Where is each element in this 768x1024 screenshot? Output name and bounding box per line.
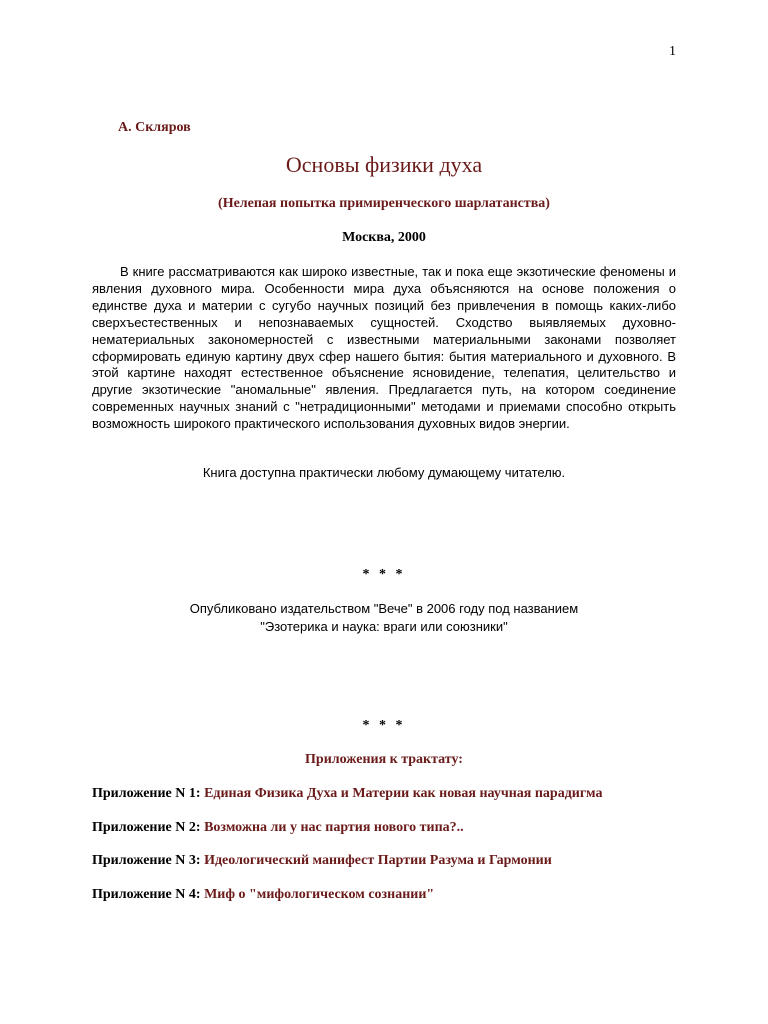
appendices-heading: Приложения к трактату:: [305, 752, 463, 767]
publication-note: [0, 600, 768, 636]
appendix-item-3: [92, 853, 552, 869]
appendix-link-1[interactable]: Единая Физика Духа и Материи как новая научная парадигма: [204, 786, 603, 801]
appendix-link-3[interactable]: Идеологический манифест Партии Разума и Гармонии: [204, 853, 552, 868]
appendix-link-4[interactable]: Миф о "мифологическом сознании": [204, 887, 435, 902]
document-subtitle: (Нелепая попытка примиренческого шарлатанства): [218, 196, 550, 211]
appendix-label: Приложение N 1:: [92, 786, 201, 801]
appendix-label: Приложение N 2:: [92, 820, 201, 835]
appendix-link-2[interactable]: Возможна ли у нас партия нового типа?..: [204, 820, 464, 835]
appendix-item-4: [92, 887, 434, 903]
audience-note: Книга доступна практически любому думающему читателю.: [202, 465, 566, 480]
publication-line-2: "Эзотерика и наука: враги или союзники": [260, 619, 508, 634]
appendix-item-2: [92, 820, 464, 836]
appendix-label: Приложение N 3:: [92, 853, 201, 868]
appendix-item-1: [92, 786, 602, 802]
publication-line-1: Опубликовано издательством "Вече" в 2006 году под названием: [189, 601, 579, 616]
section-separator: * * *: [362, 718, 406, 733]
page-number: 1: [669, 44, 676, 59]
document-title: Основы физики духа: [285, 152, 483, 177]
author-name: А. Скляров: [118, 120, 191, 135]
section-separator: * * *: [362, 567, 406, 582]
appendix-label: Приложение N 4:: [92, 887, 201, 902]
abstract-paragraph: В книге рассматриваются как широко известные, так и пока еще экзотические феномены и явления духовного мира. Особенности мира духа объясняются на основе положения о единстве духа и материи с сугубо научных позиций без привлечения в помощь каких-либо сверхъестественных и непознаваемых сущностей. Сходство выявляемых духовно-нематериальных закономерностей с известными материальными законами позволяет сформировать единую картину двух сфер нашего бытия: бытия материального и духовного. В этой картине находят естественное объяснение ясновидение, телепатия, целительство и другие экзотические "аномальные" явления. Предлагается путь, на котором соединение современных научных знаний с "нетрадиционными" методами и приемами способно открыть возможность широкого практического использования духовных видов энергии.: [92, 264, 676, 432]
place-and-year: Москва, 2000: [342, 230, 426, 245]
